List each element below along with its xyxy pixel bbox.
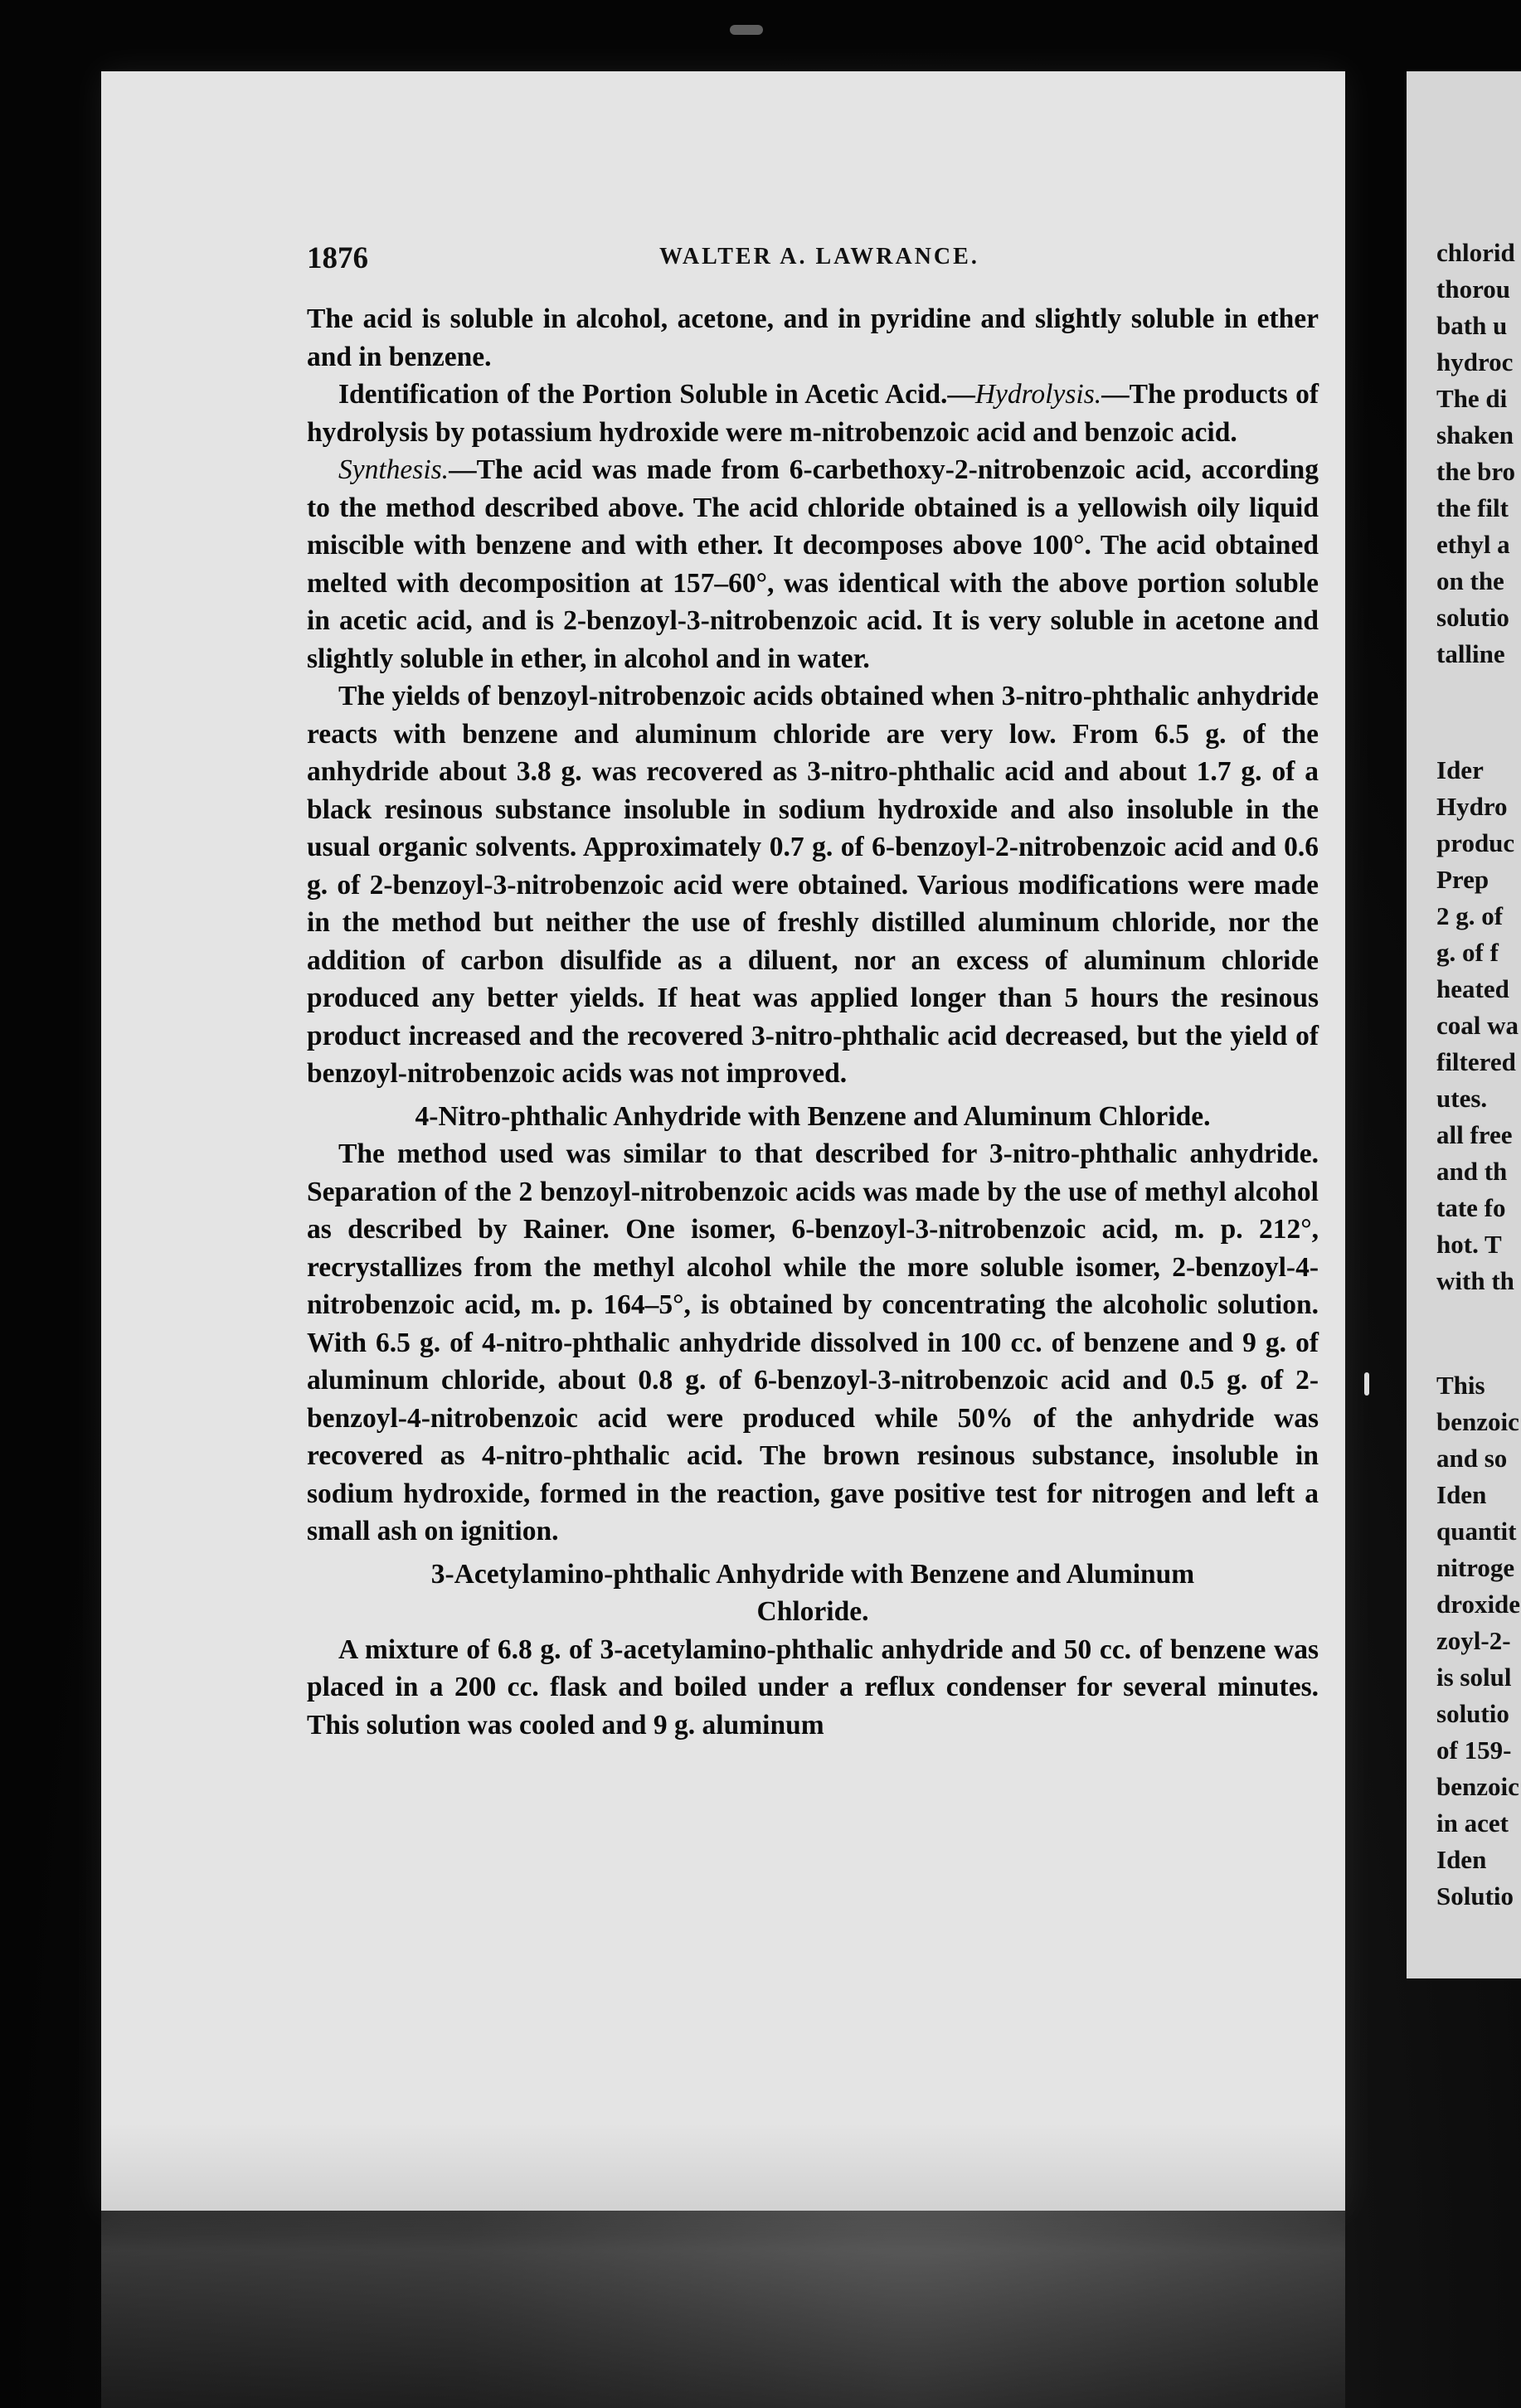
scan-artifact [1364, 1372, 1369, 1396]
right-page-fragment: in acet [1436, 1808, 1509, 1838]
paragraph-text: —The acid was made from 6-carbethoxy-2-nitrobenzoic acid, according to the method described above. The acid chloride obtained is a yellowish oily liquid miscible with benzene and with ether. It decomposes above 100°. The acid obtained melted with decomposition at 157–60°, was identical with the above portion soluble in acetic acid, and is 2-benzoyl-3-nitrobenzoic acid. It is very soluble in acetone and slightly soluble in ether, in alcohol and in water. [307, 454, 1319, 674]
scan-shadow [101, 2123, 1345, 2408]
italic-run: Hydrolysis. [974, 379, 1102, 410]
right-page-fragment: with th [1436, 1266, 1514, 1295]
right-page-fragment: Hydro [1436, 792, 1508, 821]
right-page-fragment: of 159- [1436, 1736, 1512, 1765]
right-page-edge [1407, 71, 1521, 1978]
right-page-fragment: This [1436, 1371, 1485, 1400]
section-heading-line: 3-Acetylamino-phthalic Anhydride with Benzene and Aluminum [430, 1558, 1195, 1590]
right-page-fragment: the bro [1436, 457, 1516, 486]
paragraph [307, 451, 1319, 677]
paragraph: The acid is soluble in alcohol, acetone, and in pyridine and slightly soluble in ether and in benzene. [307, 303, 1319, 372]
paragraph: The yields of benzoyl-nitrobenzoic acids obtained when 3-nitro-phthalic anhydride reacts with benzene and aluminum chloride are very low. From 6.5 g. of the anhydride about 3.8 g. was recovered as 3-nitro-phthalic acid and about 1.7 g. of a black resinous substance insoluble in sodium hydroxide and also insoluble in the usual organic solvents. Approximately 0.7 g. of 6-benzoyl-2-nitrobenzoic acid and 0.6 g. of 2-benzoyl-3-nitrobenzoic acid were obtained. Various modifications were made in the method but neither the use of freshly distilled aluminum chloride, nor the addition of carbon disulfide as a diluent, nor an excess of aluminum chloride produced any better yields. If heat was applied longer than 5 hours the resinous product increased and the recovered 3-nitro-phthalic acid decreased, but the yield of benzoyl-nitrobenzoic acids was not improved. [307, 681, 1319, 1089]
paragraph: The method used was similar to that described for 3-nitro-phthalic anhydride. Separation of the 2 benzoyl-nitrobenzoic acids was made by the use of methyl alcohol as described by Rainer. One isomer, 6-benzoyl-3-nitrobenzoic acid, m. p. 212°, recrystallizes from the methyl alcohol while the more soluble isomer, 2-benzoyl-4-nitrobenzoic acid, m. p. 164–5°, is obtained by concentrating the alcoholic solution. With 6.5 g. of 4-nitro-phthalic anhydride dissolved in 100 cc. of benzene and 9 g. of aluminum chloride, about 0.8 g. of 6-benzoyl-3-nitrobenzoic acid and 0.5 g. of 2-benzoyl-4-nitrobenzoic acid were produced while 50% of the anhydride was recovered as 4-nitro-phthalic acid. The brown resinous substance, insoluble in sodium hydroxide, formed in the reaction, gave positive test for nitrogen and left a small ash on ignition. [307, 1138, 1319, 1546]
right-page-fragment: tate fo [1436, 1193, 1506, 1222]
right-page-fragment: nitroge [1436, 1553, 1515, 1582]
right-page-fragment: bath u [1436, 311, 1508, 340]
paragraph [307, 376, 1319, 451]
right-page-fragment: coal wa [1436, 1011, 1519, 1040]
right-page-fragment: and th [1436, 1157, 1508, 1186]
section-heading-line: Chloride. [756, 1596, 869, 1627]
right-page-fragment: Prep [1436, 865, 1489, 894]
right-page-fragment: solutio [1436, 603, 1509, 632]
section-heading [307, 1556, 1319, 1631]
right-page-fragment: ethyl a [1436, 530, 1510, 559]
right-page-fragment: hydroc [1436, 347, 1514, 376]
right-page-fragment: is solul [1436, 1663, 1512, 1692]
page-header [307, 240, 1335, 280]
right-page-fragment: filtered [1436, 1047, 1516, 1076]
right-page-fragment: the filt [1436, 493, 1509, 522]
right-page-fragment: thorou [1436, 274, 1511, 303]
right-page-fragment: heated [1436, 974, 1509, 1003]
right-page-fragment: solutio [1436, 1699, 1509, 1728]
right-page-fragment: chlorid [1436, 238, 1515, 267]
right-page-fragment: and so [1436, 1444, 1508, 1473]
right-page-fragment: Iden [1436, 1845, 1487, 1874]
running-head: WALTER A. LAWRANCE. [659, 244, 979, 269]
article-body [307, 300, 1319, 1744]
right-page-fragment: droxide [1436, 1590, 1521, 1619]
right-page-fragment: hot. T [1436, 1230, 1502, 1259]
right-page-fragment: utes. [1436, 1084, 1488, 1113]
page-number: 1876 [307, 241, 368, 275]
right-page-fragment: produc [1436, 828, 1515, 857]
section-heading: 4-Nitro-phthalic Anhydride with Benzene and Aluminum Chloride. [415, 1100, 1211, 1132]
paragraph-text: —The products of hydrolysis by potassium hydroxide were m-nitrobenzoic acid and benzoic acid. [307, 379, 1319, 448]
right-page-fragment: 2 g. of [1436, 901, 1504, 930]
right-page-fragment: g. of f [1436, 938, 1499, 967]
right-page-fragment: Iden [1436, 1480, 1487, 1509]
right-page-fragment: talline [1436, 639, 1505, 668]
right-page-fragment: The di [1436, 384, 1508, 413]
right-page-fragment: shaken [1436, 420, 1514, 449]
scan-artifact [730, 25, 763, 35]
right-page-fragment: Solutio [1436, 1881, 1514, 1910]
right-page-fragment: benzoic [1436, 1772, 1519, 1801]
right-page-fragment: benzoic [1436, 1407, 1519, 1436]
right-page-fragment: all free [1436, 1120, 1513, 1149]
section-subheading: Identification of the Portion Soluble in Acetic Acid.— [338, 379, 975, 410]
paragraph: A mixture of 6.8 g. of 3-acetylamino-phthalic anhydride and 50 cc. of benzene was placed in a 200 cc. flask and boiled under a reflux condenser for several minutes. This solution was cooled and 9 g. aluminum [307, 1634, 1319, 1740]
right-page-fragment: on the [1436, 566, 1504, 595]
right-page-fragment: Ider [1436, 755, 1484, 784]
right-page-fragment: zoyl-2- [1436, 1626, 1511, 1655]
right-page-fragment: quantit [1436, 1517, 1517, 1546]
italic-run: Synthesis. [338, 454, 449, 485]
